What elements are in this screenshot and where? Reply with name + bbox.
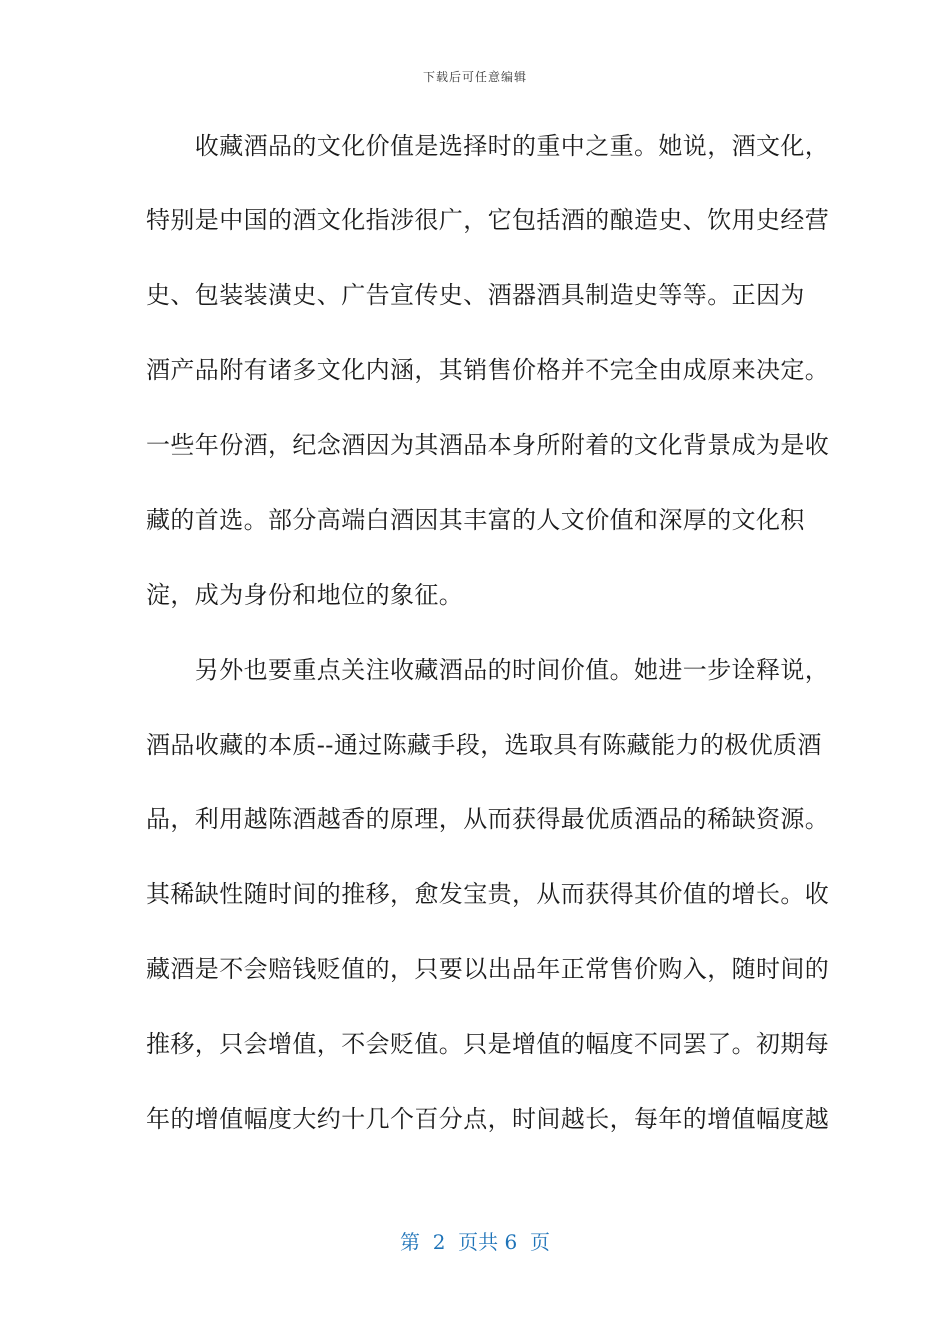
text-line: 酒产品附有诸多文化内涵，其销售价格并不完全由成原来决定。 <box>146 356 830 384</box>
text-line: 年的增值幅度大约十几个百分点，时间越长，每年的增值幅度越 <box>146 1105 830 1133</box>
text-line: 一些年份酒，纪念酒因为其酒品本身所附着的文化背景成为是收 <box>146 431 830 459</box>
text-line: 史、包装装潢史、广告宣传史、酒器酒具制造史等等。正因为 <box>146 281 805 309</box>
text-line: 推移，只会增值，不会贬值。只是增值的幅度不同罢了。初期每 <box>146 1030 830 1058</box>
text-line: 收藏酒品的文化价值是选择时的重中之重。她说，酒文化， <box>146 132 830 160</box>
text-line: 淀，成为身份和地位的象征。 <box>146 581 464 609</box>
text-line: 藏酒是不会赔钱贬值的，只要以出品年正常售价购入，随时间的 <box>146 955 830 983</box>
text-line: 特别是中国的酒文化指涉很广，它包括酒的酿造史、饮用史经营 <box>146 206 830 234</box>
text-line: 品，利用越陈酒越香的原理，从而获得最优质酒品的稀缺资源。 <box>146 805 830 833</box>
header-note: 下载后可任意编辑 <box>422 70 527 84</box>
text-line: 藏的首选。部分高端白酒因其丰富的人文价值和深厚的文化积 <box>146 506 805 534</box>
page-number-footer: 第 2 页共 6 页 <box>400 1230 550 1254</box>
text-line: 酒品收藏的本质--通过陈藏手段，选取具有陈藏能力的极优质酒 <box>146 731 822 759</box>
text-line: 另外也要重点关注收藏酒品的时间价值。她进一步诠释说， <box>146 656 830 684</box>
text-line: 其稀缺性随时间的推移，愈发宝贵，从而获得其价值的增长。收 <box>146 880 830 908</box>
